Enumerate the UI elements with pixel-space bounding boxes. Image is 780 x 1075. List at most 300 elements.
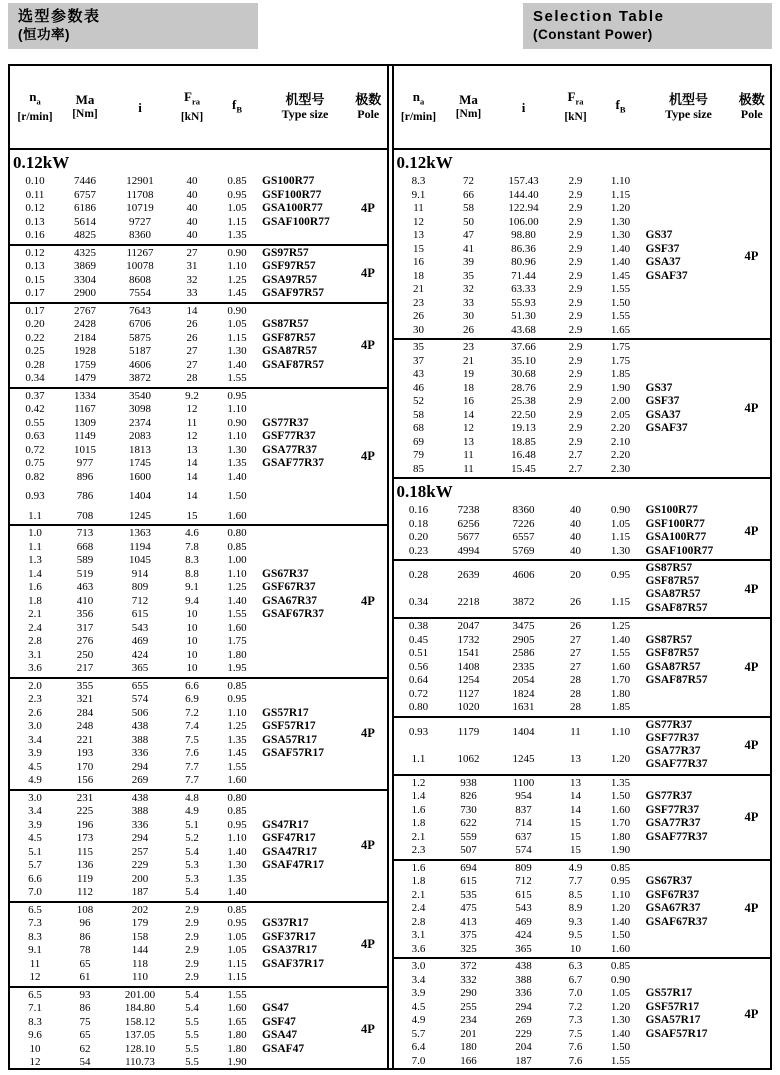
- cell: 180: [460, 1041, 477, 1053]
- cell: 7554: [129, 287, 151, 299]
- table-row: [394, 701, 771, 715]
- cell: 122.94: [508, 202, 539, 214]
- table-row: [394, 929, 771, 943]
- cell: 424: [515, 929, 532, 941]
- cell: 7226: [512, 517, 535, 530]
- pole-label: 4P: [744, 738, 759, 752]
- cell: 7643: [129, 304, 151, 317]
- cell: 0.95: [227, 188, 247, 201]
- cell: 2.9: [568, 354, 583, 367]
- cell: 543: [515, 902, 532, 914]
- cell: 2.10: [610, 435, 631, 448]
- cell: 229: [515, 1027, 532, 1040]
- cell: 25.38: [511, 395, 536, 407]
- cell: 637: [515, 830, 532, 843]
- cell: 2218: [457, 596, 480, 608]
- cell: 35.10: [511, 354, 536, 367]
- cell: 7.7: [185, 774, 199, 786]
- table-row: [10, 457, 387, 471]
- table-row: [394, 216, 771, 230]
- cell: 2.4: [28, 621, 42, 634]
- cell: 15: [413, 242, 424, 255]
- cell: 4825: [74, 229, 96, 241]
- cell: 0.95: [610, 569, 631, 581]
- cell: 12: [413, 215, 424, 228]
- cell: 7.6: [568, 1041, 583, 1053]
- type-size-model: GSAF37: [645, 269, 688, 282]
- table-row: [10, 747, 387, 761]
- table-row: [394, 688, 771, 702]
- cell: 3.9: [28, 747, 42, 759]
- cell: 6.5: [28, 903, 42, 916]
- cell: 40: [186, 175, 198, 187]
- column-symbol: $F_{ra}$: [567, 89, 584, 107]
- cell: 1.05: [227, 202, 247, 214]
- cell: 55.93: [511, 296, 536, 309]
- cell: 187: [515, 1054, 532, 1067]
- column-header: [10, 89, 60, 125]
- cell: 1408: [457, 660, 480, 673]
- cell: 1.25: [227, 581, 247, 593]
- cell: 3540: [129, 389, 151, 402]
- cell: 9.6: [28, 1029, 42, 1041]
- cell: 0.37: [25, 389, 45, 402]
- cell: 1.65: [610, 323, 631, 336]
- cell: 1.55: [610, 283, 631, 295]
- cell: 10: [186, 635, 198, 647]
- type-size-models: [262, 819, 324, 873]
- cell: 1062: [457, 752, 480, 765]
- cell: 201.00: [124, 988, 156, 1001]
- cell: 1.40: [610, 633, 631, 646]
- cell: 202: [131, 903, 149, 916]
- cell: 1.30: [227, 859, 247, 871]
- cell: 15: [570, 830, 581, 843]
- table-row: [394, 916, 771, 930]
- type-size-model: GSF77R37: [645, 803, 700, 816]
- cell: 0.95: [227, 917, 247, 929]
- cell: 0.15: [25, 273, 45, 286]
- cell: 13: [463, 435, 474, 448]
- cell: 0.18: [408, 517, 429, 530]
- cell: 294: [515, 1000, 532, 1013]
- table-row: [10, 581, 387, 595]
- cell: 284: [76, 706, 94, 719]
- table-row: [394, 661, 771, 675]
- cell: 3.1: [411, 929, 426, 941]
- cell: 0.56: [408, 660, 429, 673]
- cell: 0.16: [408, 504, 429, 516]
- cell: 1.40: [227, 886, 247, 898]
- table-row: [10, 832, 387, 846]
- cell: 8608: [129, 273, 151, 286]
- cell: 463: [76, 581, 94, 593]
- table-row: [394, 518, 771, 532]
- table-row: [394, 777, 771, 791]
- cell: 1.00: [227, 554, 247, 566]
- table-row: [394, 436, 771, 450]
- column-unit: [r/min]: [400, 110, 437, 123]
- cell: 2.20: [610, 449, 631, 461]
- cell: 469: [515, 915, 532, 928]
- type-size-model: GS87R57: [645, 633, 693, 646]
- gear-group: [10, 387, 387, 525]
- type-size-models: [262, 247, 324, 301]
- cell: 1.75: [227, 635, 247, 647]
- cell: 13: [186, 443, 198, 456]
- cell: 7.0: [28, 886, 42, 898]
- cell: 694: [460, 861, 477, 874]
- cell: 410: [76, 594, 94, 607]
- type-size-model: GSAF67R37: [645, 915, 708, 928]
- cell: 1.80: [610, 830, 631, 843]
- cell: 9.1: [28, 944, 42, 956]
- cell: 1309: [74, 416, 96, 429]
- column-header: [734, 92, 771, 122]
- column-symbol: $f_B$: [231, 96, 242, 115]
- cell: 1.4: [411, 790, 426, 802]
- column-header: [644, 92, 734, 122]
- cell: 5.4: [185, 845, 199, 858]
- cell: 1.30: [227, 443, 247, 456]
- cell: 1.85: [610, 368, 631, 380]
- cell: 574: [515, 844, 532, 856]
- table-row: [10, 734, 387, 748]
- cell: 1.6: [411, 803, 426, 816]
- cell: 1.80: [610, 687, 631, 700]
- cell: 33: [186, 287, 198, 299]
- type-size-models: [646, 719, 708, 772]
- cell: 1404: [129, 490, 151, 502]
- title-band-chinese: [8, 3, 258, 49]
- table-row: [394, 449, 771, 463]
- cell: 0.80: [408, 701, 429, 713]
- cell: 200: [131, 872, 149, 885]
- cell: 7.5: [185, 733, 199, 746]
- cell: 5.5: [185, 1029, 199, 1041]
- cell: 10: [186, 662, 198, 674]
- column-header-en: Pole: [357, 107, 380, 121]
- cell: 269: [131, 774, 149, 786]
- type-size-model: GS37: [645, 229, 673, 241]
- cell: 1.8: [28, 594, 42, 607]
- table-row: [10, 761, 387, 775]
- cell: 98.80: [511, 229, 536, 241]
- cell: 9727: [129, 215, 151, 228]
- cell: 2.1: [411, 830, 426, 843]
- cell: 6.4: [411, 1041, 426, 1053]
- cell: 938: [460, 776, 477, 789]
- cell: 40: [570, 544, 581, 557]
- cell: 375: [460, 929, 477, 941]
- type-size-models: [262, 707, 324, 761]
- type-size-model: GSF37: [645, 242, 680, 255]
- cell: 1015: [74, 443, 96, 456]
- type-size-model: GSF47R17: [262, 832, 316, 844]
- cell: 615: [460, 875, 477, 887]
- column-unit: [kN]: [180, 110, 204, 123]
- cell: 0.13: [25, 260, 45, 272]
- cell: 1.75: [610, 341, 631, 353]
- cell: 7.7: [568, 875, 583, 887]
- table-row: [10, 287, 387, 301]
- type-size-models: [262, 1002, 304, 1056]
- cell: 193: [76, 747, 94, 759]
- cell: 1.15: [610, 596, 631, 608]
- cell: 475: [460, 902, 477, 914]
- cell: 1.25: [227, 273, 247, 286]
- table-row: [394, 889, 771, 903]
- cell: 0.45: [408, 633, 429, 646]
- cell: 2.9: [568, 256, 583, 268]
- table-row: [394, 504, 771, 518]
- cell: 27: [570, 660, 581, 673]
- cell: 1.10: [227, 430, 247, 442]
- column-header: [394, 89, 444, 125]
- type-size-model: GSA77R37: [645, 744, 701, 757]
- type-size-model: GSAF100R77: [262, 215, 330, 228]
- cell: 2.3: [411, 844, 426, 856]
- cell: 1.50: [610, 1041, 631, 1053]
- gear-group: [394, 338, 771, 477]
- table-row: [10, 805, 387, 819]
- cell: 1.30: [610, 1014, 631, 1026]
- column-symbol: i: [521, 99, 526, 115]
- cell: 1.15: [610, 188, 631, 201]
- type-size-models: [262, 417, 324, 471]
- type-size-model: GSA87R57: [645, 588, 701, 601]
- cell: 0.12: [25, 246, 45, 259]
- column-header-zh: 机型号: [668, 92, 708, 107]
- type-size-model: GSAF57R17: [262, 747, 324, 759]
- type-size-models: [262, 568, 324, 622]
- column-unit: [kN]: [564, 110, 587, 123]
- cell: 3872: [129, 372, 151, 384]
- cell: 1.20: [610, 752, 631, 765]
- cell: 119: [76, 872, 94, 885]
- table-row: [394, 395, 771, 409]
- pole-label: 4P: [744, 809, 759, 824]
- table-row: [394, 297, 771, 311]
- cell: 0.85: [227, 175, 247, 187]
- cell: 10: [186, 621, 198, 634]
- pole-label: 4P: [361, 266, 375, 280]
- table-row: [394, 790, 771, 804]
- table-row: [10, 490, 387, 504]
- table-row: [394, 355, 771, 369]
- cell: 0.13: [25, 215, 45, 228]
- cell: 19: [463, 368, 474, 380]
- cell: 0.90: [610, 504, 631, 516]
- type-size-model: GSF37: [645, 395, 680, 407]
- cell: 336: [131, 747, 149, 759]
- table-row: [394, 634, 771, 648]
- cell: 1.10: [227, 403, 247, 415]
- column-header: [60, 92, 110, 122]
- table-row: [394, 674, 771, 688]
- cell: 507: [460, 844, 477, 856]
- cell: 0.85: [227, 903, 247, 916]
- type-size-models: [262, 318, 324, 372]
- cell: 58: [413, 408, 424, 421]
- type-size-model: GSA47R17: [262, 845, 317, 858]
- column-header: [598, 97, 644, 118]
- cell: 15: [570, 844, 581, 856]
- table-row: [10, 1056, 387, 1070]
- cell: 110: [131, 971, 149, 983]
- cell: 2900: [74, 287, 96, 299]
- title-line2-en: (Constant Power): [533, 27, 653, 42]
- type-size-model: GSA67R37: [645, 902, 701, 914]
- table-row: [10, 944, 387, 958]
- cell: 2.9: [568, 229, 583, 241]
- column-header-zh: 机型号: [285, 92, 325, 107]
- table-row: [10, 595, 387, 609]
- cell: 40: [186, 202, 198, 214]
- cell: 1813: [129, 443, 151, 456]
- cell: 15: [186, 509, 198, 522]
- table-row: [10, 886, 387, 900]
- cell: 8.8: [185, 567, 199, 580]
- cell: 3.1: [28, 648, 42, 661]
- type-size-model: GS47R17: [262, 818, 309, 831]
- cell: 1600: [129, 470, 151, 483]
- gear-group: [394, 174, 771, 338]
- type-size-models: [646, 634, 708, 688]
- cell: 2.9: [185, 930, 199, 943]
- cell: 0.55: [25, 416, 45, 429]
- type-size-model: GS77R37: [645, 718, 693, 731]
- table-row: [10, 527, 387, 541]
- cell: 26: [186, 331, 198, 344]
- cell: 1.40: [227, 845, 247, 858]
- table-row: [10, 680, 387, 694]
- cell: 1.2: [411, 776, 426, 789]
- cell: 14: [186, 470, 198, 483]
- table-row: [394, 589, 771, 616]
- column-header: [444, 92, 494, 122]
- pole-label: 4P: [744, 659, 759, 674]
- cell: 1.10: [227, 567, 247, 580]
- cell: 1.8: [411, 817, 426, 829]
- column-symbol: i: [138, 99, 142, 115]
- table-row: [394, 175, 771, 189]
- cell: 2374: [129, 416, 151, 429]
- cell: 2.00: [610, 395, 631, 407]
- pole-label: 4P: [744, 523, 759, 538]
- cell: 40: [186, 215, 198, 228]
- pole-label: 4P: [361, 201, 375, 216]
- cell: 1.05: [610, 987, 631, 999]
- cell: 4994: [457, 544, 480, 557]
- type-size-models: [646, 229, 688, 283]
- cell: 276: [76, 635, 94, 647]
- cell: 3.6: [28, 662, 42, 674]
- title-line1-en: Selection Table: [533, 8, 665, 25]
- power-section-title: 0.12kW: [396, 153, 453, 172]
- table-row: [10, 971, 387, 985]
- cell: 1.40: [610, 256, 631, 268]
- table-row: [10, 247, 387, 261]
- type-size-model: GSF77R37: [262, 430, 316, 442]
- pole-label: 4P: [361, 936, 375, 951]
- cell: 0.95: [227, 818, 247, 831]
- type-size-model: GS87R57: [645, 562, 693, 574]
- cell: 118: [131, 957, 149, 970]
- column-header: [170, 89, 214, 125]
- cell: 179: [131, 917, 149, 929]
- table-row: [394, 283, 771, 297]
- cell: 0.17: [25, 304, 45, 317]
- table-row: [394, 647, 771, 661]
- cell: 5.1: [185, 818, 199, 831]
- type-size-model: GSF47: [262, 1015, 296, 1028]
- cell: 0.80: [227, 791, 247, 804]
- cell: 46: [413, 381, 424, 394]
- type-size-model: GS77R37: [262, 416, 309, 429]
- cell: 15.45: [511, 462, 536, 475]
- cell: 0.95: [610, 875, 631, 887]
- cell: 1.60: [610, 803, 631, 816]
- cell: 7238: [457, 504, 480, 516]
- cell: 356: [76, 608, 94, 620]
- cell: 2083: [129, 430, 151, 442]
- cell: 438: [131, 720, 149, 732]
- cell: 0.28: [25, 358, 45, 371]
- cell: 33: [463, 296, 474, 309]
- cell: 1732: [457, 633, 480, 646]
- cell: 204: [515, 1041, 532, 1053]
- cell: 0.10: [25, 175, 45, 187]
- table-right-half: [392, 66, 771, 1068]
- cell: 2.9: [568, 310, 583, 322]
- type-size-model: GSAF87R57: [645, 601, 708, 614]
- table-row: [10, 693, 387, 707]
- table-row: [394, 844, 771, 858]
- cell: 388: [131, 805, 149, 817]
- cell: 26: [413, 310, 424, 322]
- cell: 2.9: [568, 435, 583, 448]
- cell: 128.10: [124, 1042, 156, 1055]
- cell: 4325: [74, 246, 96, 259]
- type-size-model: GS57R17: [645, 987, 693, 999]
- cell: 2905: [512, 633, 535, 646]
- selection-table: [8, 64, 772, 1070]
- cell: 317: [76, 621, 94, 634]
- table-row: [10, 1002, 387, 1016]
- cell: 40: [570, 504, 581, 516]
- gear-group: [10, 244, 387, 302]
- cell: 23: [413, 296, 424, 309]
- cell: 8.5: [568, 888, 583, 901]
- cell: 79: [413, 449, 424, 461]
- cell: 30: [413, 323, 424, 336]
- cell: 4.5: [28, 760, 42, 773]
- table-row: [10, 917, 387, 931]
- cell: 0.22: [25, 331, 45, 344]
- cell: 7446: [74, 175, 96, 187]
- cell: 0.17: [25, 287, 45, 299]
- cell: 2.9: [568, 408, 583, 421]
- type-size-model: GSAF87R57: [262, 358, 324, 371]
- cell: 0.20: [408, 531, 429, 543]
- table-row: [10, 372, 387, 386]
- cell: 3475: [512, 620, 535, 632]
- cell: 137.05: [124, 1029, 156, 1041]
- cell: 158: [131, 930, 149, 943]
- cell: 40: [186, 229, 198, 241]
- cell: 438: [131, 791, 149, 804]
